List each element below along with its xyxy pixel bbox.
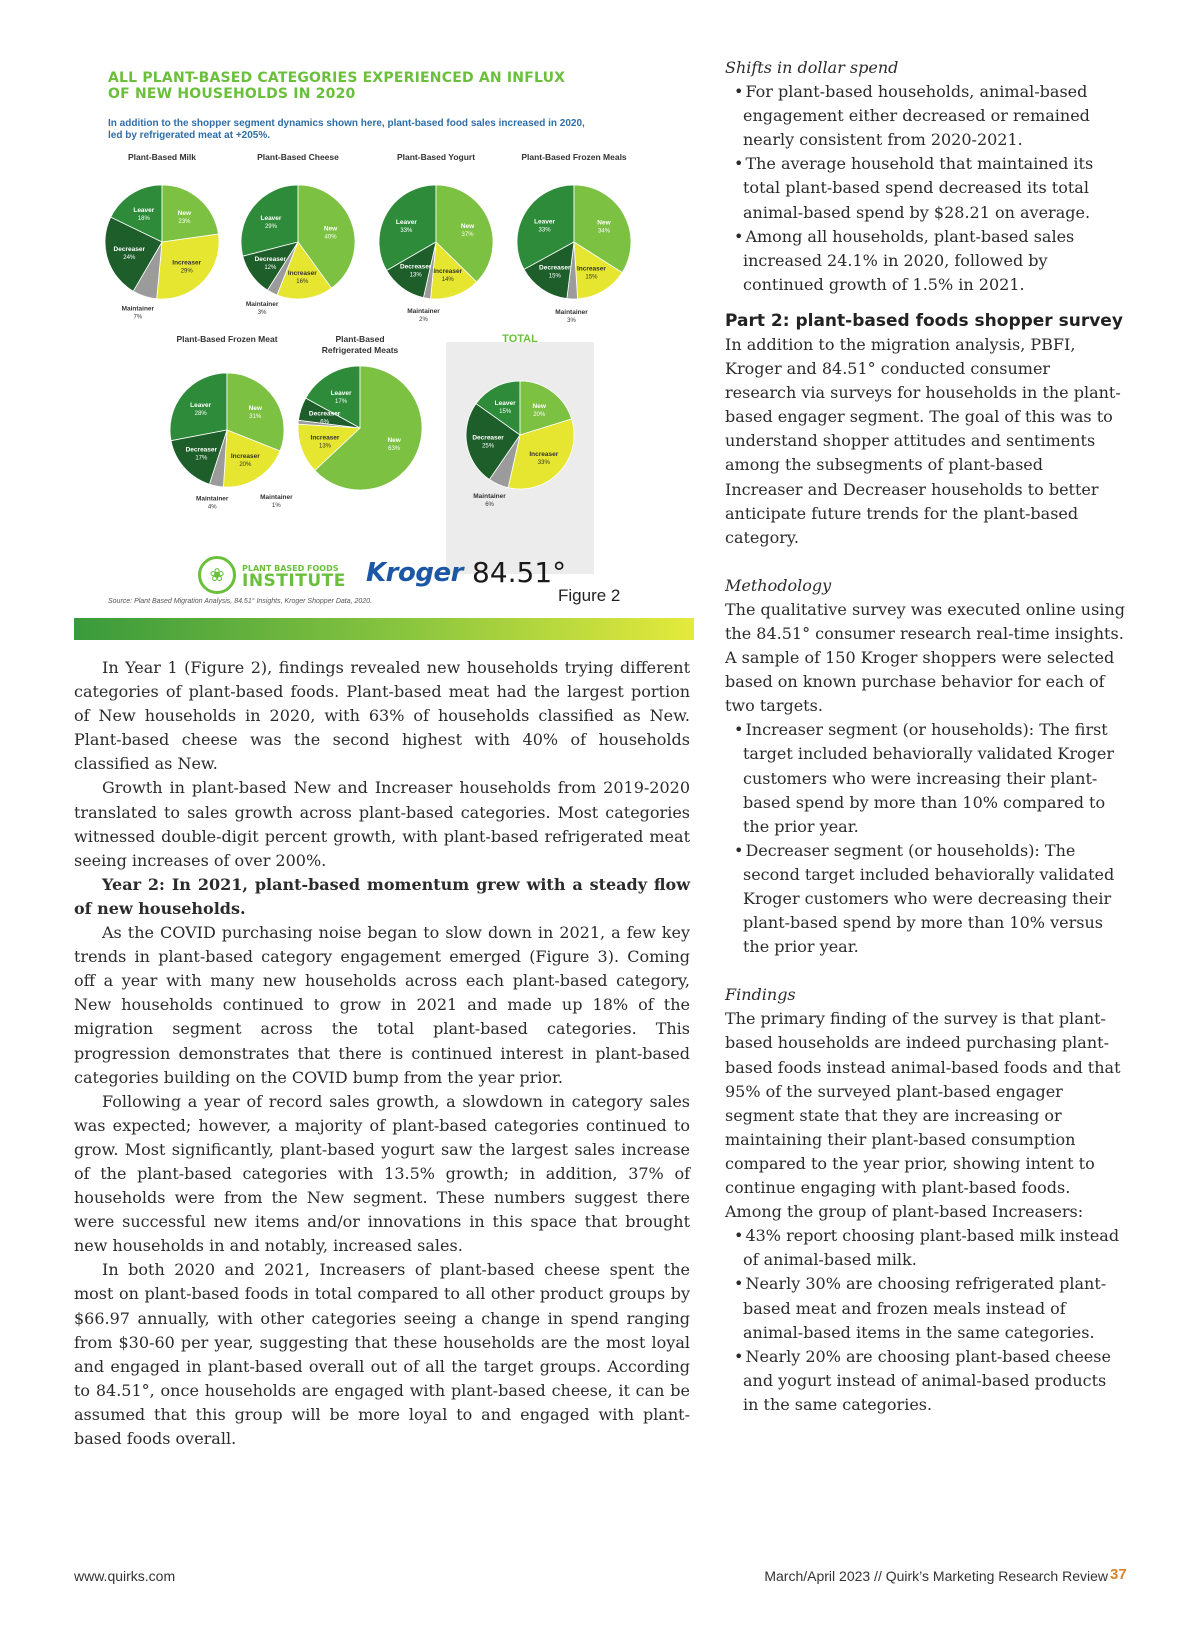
slice-label: Increaser: [172, 259, 202, 267]
slice-label: Leaver: [494, 400, 516, 408]
slice-value: 7%: [133, 314, 143, 321]
pie-title: Plant-Based Milk: [127, 152, 197, 162]
slice-label: Maintainer: [555, 308, 588, 316]
slice-value: 37%: [461, 231, 474, 238]
figure-title-line1: ALL PLANT-BASED CATEGORIES EXPERIENCED AN INFLUX: [108, 70, 566, 86]
slice-value: 13%: [318, 443, 332, 450]
slice-label: Increaser: [576, 265, 606, 273]
pie-title: Plant-Based Frozen Meals: [521, 152, 627, 162]
slice-label: Decreaser: [472, 434, 504, 442]
pbfi-logo-line2: INSTITUTE: [242, 571, 346, 591]
slice-value: 16%: [296, 278, 309, 285]
slice-label: New: [460, 222, 475, 230]
pbfi-logo: [198, 556, 346, 594]
slice-value: 34%: [597, 228, 610, 235]
list-item: • Increaser segment (or households): The first target included behaviorally validated Kroger customers who were increasing their plant-based spend by more than 10% compared to the prior year.: [725, 718, 1125, 838]
slice-label: Leaver: [190, 402, 212, 410]
slice-label: Increaser: [287, 269, 317, 277]
footer-issue: March/April 2023 // Quirk’s Marketing Research Review: [764, 1568, 1108, 1584]
section-heading: Year 2: In 2021, plant-based momentum grew with a steady flow of new households.: [74, 874, 690, 918]
slice-label: Decreaser: [539, 264, 571, 272]
slice-value: 18%: [137, 216, 150, 223]
paragraph: As the COVID purchasing noise began to slow down in 2021, a few key trends in plant-based category engagement emerged (Figure 3). Coming off a year with many new households across each plant-based category, New households continued to grow in 2021 and made up 18% of the migration segment across the total plant-based categories. This progression demonstrates that there is continued interest in plant-based categories building on the COVID bump from the year prior.: [74, 923, 690, 1087]
slice-value: 13%: [409, 272, 422, 279]
shifts-heading: Shifts in dollar spend: [725, 58, 899, 77]
8451-logo: 84.51°: [472, 556, 567, 589]
slice-value: 20%: [533, 411, 546, 418]
slice-label: Leaver: [534, 218, 556, 226]
list-item: • Decreaser segment (or households): The second target included behaviorally validated Kroger customers who were decreasing their plant-based spend by more than 10% versus the prior year.: [725, 839, 1125, 959]
findings-text: The primary finding of the survey is that plant-based households are indeed purchasing plant-based foods instead animal-based foods and that 95% of the surveyed plant-based engager segment state that they are increasing or maintaining their plant-based consumption compared to the year prior, showing intent to continue engaging with plant-based foods. Among the group of plant-based Increasers:: [725, 1009, 1121, 1222]
slice-value: 33%: [537, 459, 550, 466]
slice-value: 14%: [441, 277, 454, 284]
paragraph: In both 2020 and 2021, Increasers of plant-based cheese spent the most on plant-based foods in total compared to all other product groups by $66.97 annually, with other categories seeing a change in spend ranging from $30-60 per year, suggesting that these households are the most loyal and engaged in plant-based overall out of all the target groups. According to 84.51°, once households are engaged with plant-based cheese, it can be assumed that this group will be more loyal to and engaged with plant-based foods overall.: [74, 1260, 690, 1448]
part2-heading: Part 2: plant-based foods shopper survey: [725, 310, 1123, 331]
slice-label: New: [532, 402, 546, 410]
slice-value: 12%: [264, 265, 277, 272]
pie-title: Plant-Based: [335, 334, 385, 344]
slice-label: Increaser: [529, 450, 559, 458]
slice-label: Leaver: [330, 389, 352, 397]
slice-value: 3%: [567, 317, 576, 324]
methodology-heading: Methodology: [725, 575, 832, 595]
slice-value: 29%: [180, 268, 193, 275]
pie-title: Plant-Based Yogurt: [396, 152, 476, 162]
slice-value: 17%: [335, 398, 348, 405]
figure-gradient-bar: [74, 618, 694, 640]
list-item: • The average household that maintained its total plant-based spend decreased its total animal-based spend by $28.21 on average.: [725, 152, 1125, 224]
list-item: • Nearly 20% are choosing plant-based cheese and yogurt instead of animal-based products in the same categories.: [725, 1345, 1125, 1417]
pie-title: Plant-Based Frozen Meat: [176, 334, 278, 344]
list-item: • 43% report choosing plant-based milk instead of animal-based milk.: [725, 1224, 1125, 1272]
slice-value: 40%: [324, 234, 337, 241]
slice-label: Increaser: [310, 434, 340, 442]
figure-title-line2: OF NEW HOUSEHOLDS IN 2020: [108, 86, 356, 102]
methodology-text: The qualitative survey was executed online using the 84.51° consumer research real-time insights. A sample of 150 Kroger shoppers were selected based on known purchase behavior for each of two targets.: [725, 599, 1125, 716]
page-number: 37: [1110, 1566, 1127, 1583]
pie-title: TOTAL: [502, 333, 538, 345]
part2-text: In addition to the migration analysis, PBFI, Kroger and 84.51° conducted consumer research via surveys for households in the plant-based engager segment. The goal of this was to understand shopper attitudes and sentiments among the subsegments of plant-based Increaser and Decreaser households to better anticipate future trends for the plant-based category.: [725, 334, 1121, 547]
slice-label: Decreaser: [254, 256, 287, 264]
slice-value: 17%: [195, 455, 208, 462]
leaf-icon: ❀: [198, 556, 236, 594]
pie-title: Refrigerated Meats: [321, 345, 399, 355]
list-item: • Nearly 30% are choosing refrigerated plant-based meat and frozen meals instead of animal-based items in the same categories.: [725, 1272, 1125, 1344]
slice-value: 1%: [272, 503, 281, 509]
findings-heading: Findings: [725, 985, 796, 1005]
slice-value: 6%: [485, 502, 494, 509]
slice-value: 15%: [548, 273, 561, 280]
slice-label: Maintainer: [473, 493, 506, 501]
slice-label: Decreaser: [308, 410, 341, 418]
slice-label: Increaser: [230, 452, 260, 460]
figure-2: [74, 50, 694, 660]
slice-label: Leaver: [395, 218, 417, 226]
pie-title: Plant-Based Cheese: [257, 152, 339, 162]
paragraph: In Year 1 (Figure 2), findings revealed new households trying different categories of plant-based foods. Plant-based meat had the largest portion of New households in 2020, with 63% of households classified as New. Plant-based cheese was the second highest with 40% of households classified as New.: [74, 658, 690, 774]
paragraph: Growth in plant-based New and Increaser households from 2019-2020 translated to sales growth across plant-based categories. Most categories witnessed double-digit percent growth, with plant-based refrigerated meat seeing increases of over 200%.: [74, 778, 690, 870]
slice-label: Leaver: [133, 207, 155, 215]
slice-label: Maintainer: [245, 301, 279, 309]
pbfi-logo-line1: PLANT BASED FOODS: [242, 564, 339, 573]
pie-charts: [74, 50, 694, 580]
list-item: • Among all households, plant-based sales increased 24.1% in 2020, followed by continued growth of 1.5% in 2021.: [725, 225, 1125, 297]
slice-label: Maintainer: [260, 494, 293, 501]
figure-subtitle-line1: In addition to the shopper segment dynamics shown here, plant-based food sales increased in 2020,: [108, 118, 585, 129]
slice-label: Increaser: [433, 268, 463, 276]
slice-value: 15%: [585, 274, 598, 281]
slice-label: New: [248, 404, 262, 412]
figure-label: Figure 2: [558, 586, 621, 605]
slice-value: 23%: [178, 219, 191, 226]
slice-label: Maintainer: [121, 305, 155, 313]
slice-value: 4%: [207, 504, 217, 511]
figure-subtitle-line2: led by refrigerated meat at +205%.: [108, 130, 271, 141]
slice-value: 63%: [388, 445, 401, 452]
slice-value: 31%: [249, 413, 262, 420]
slice-label: New: [177, 210, 192, 218]
slice-label: Maintainer: [407, 308, 440, 316]
paragraph: Following a year of record sales growth, a slowdown in category sales was expected; however, a majority of plant-based categories continued to grow. Most significantly, plant-based yogurt saw the largest sales increase of the plant-based categories with 13.5% growth; in addition, 37% of households were from the New segment. These numbers suggest there were successful new items and/or innovations in this space that brought new households in and notably, increased sales.: [74, 1091, 690, 1256]
footer-website[interactable]: www.quirks.com: [74, 1568, 176, 1584]
kroger-logo: Kroger: [366, 558, 463, 588]
slice-value: 28%: [194, 411, 207, 418]
slice-value: 3%: [257, 310, 267, 317]
slice-label: New: [323, 225, 338, 233]
slice-value: 6%: [320, 419, 329, 426]
slice-label: Decreaser: [185, 446, 218, 454]
findings-list: [725, 1224, 1125, 1417]
slice-value: 20%: [239, 461, 252, 468]
list-item: • For plant-based households, animal-based engagement either decreased or remained nearly consistent from 2020-2021.: [725, 80, 1125, 152]
slice-label: New: [597, 219, 611, 227]
left-column: [74, 656, 690, 1451]
shifts-list: [725, 80, 1125, 297]
methodology-list: [725, 718, 1125, 959]
slice-label: Decreaser: [399, 263, 432, 271]
right-column: [725, 56, 1125, 1417]
slice-value: 24%: [123, 254, 136, 261]
figure-source: Source: Plant Based Migration Analysis, 84.51° Insights, Kroger Shopper Data, 2020.: [108, 598, 373, 605]
slice-label: New: [387, 436, 401, 444]
slice-label: Leaver: [260, 215, 282, 223]
slice-value: 2%: [419, 317, 428, 324]
slice-value: 15%: [499, 409, 512, 416]
slice-label: Decreaser: [113, 245, 146, 253]
slice-label: Maintainer: [195, 495, 229, 503]
slice-value: 33%: [400, 227, 413, 234]
slice-value: 29%: [264, 224, 277, 231]
slice-value: 33%: [538, 227, 551, 234]
slice-value: 25%: [482, 443, 495, 450]
